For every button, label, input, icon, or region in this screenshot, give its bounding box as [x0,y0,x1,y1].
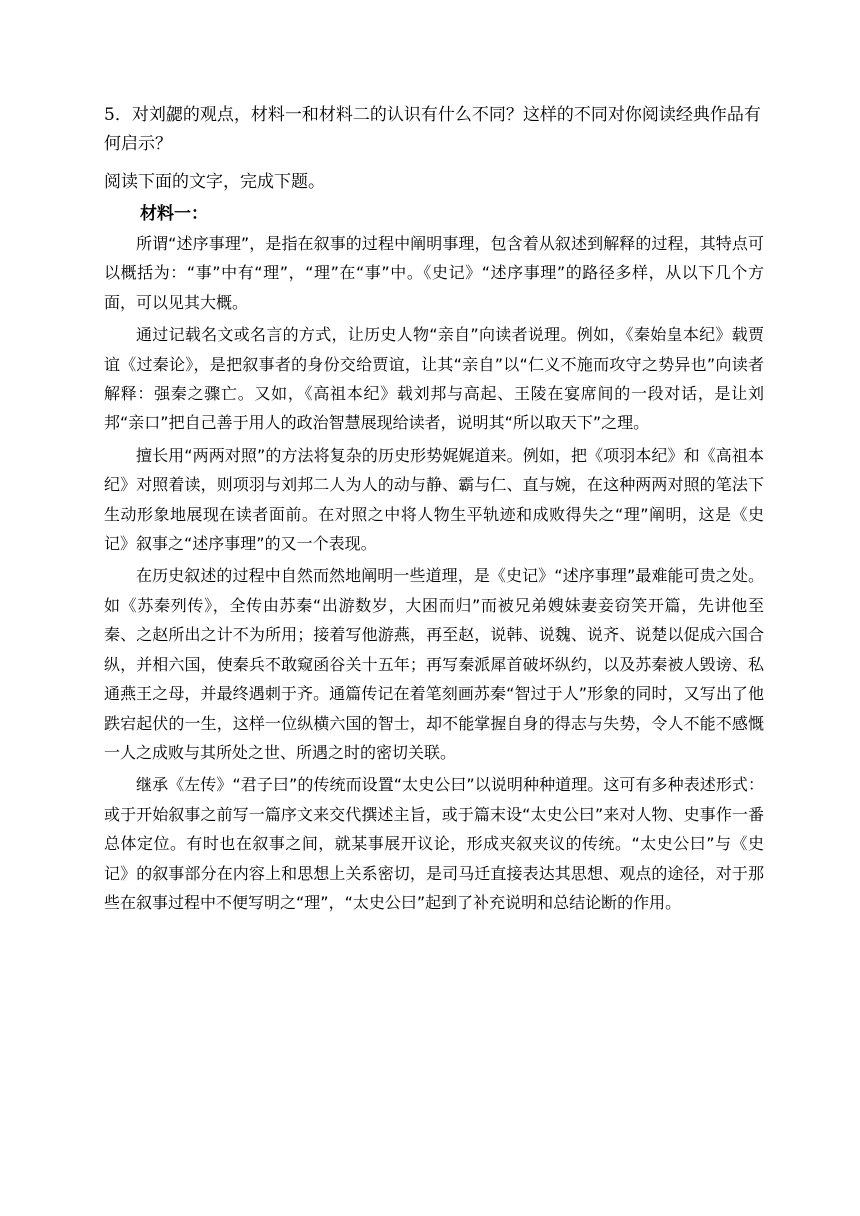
material-one [104,200,764,920]
material-one-paragraph-4: 在历史叙述的过程中自然而然地阐明一些道理，是《史记》“述序事理”最难能可贵之处。如《苏秦列传》，全传由苏秦“出游数岁，大困而归”而被兄弟嫂妹妻妾窃笑开篇，先讲他至秦、之赵所出之计不为所用；接着写他游燕，再至赵，说韩、说魏、说齐、说楚以促成六国合纵，并相六国，使秦兵不敢窥函谷关十五年；再写秦派犀首破坏纵约，以及苏秦被人毁谤、私通燕王之母，并最终遇刺于齐。通篇传记在着笔刻画苏秦“智过于人”形象的同时，又写出了他跌宕起伏的一生，这样一位纵横六国的智士，却不能掌握自身的得志与失势，令人不能不感慨一人之成败与其所处之世、所遇之时的密切关联。 [104,566,764,762]
material-one-paragraph-3: 擅长用“两两对照”的方法将复杂的历史形势娓娓道来。例如，把《项羽本纪》和《高祖本纪》对照着读，则项羽与刘邦二人为人的动与静、霸与仁、直与婉，在这种两两对照的笔法下生动形象地展现在读者面前。在对照之中将人物生平轨迹和成败得失之“理”阐明，这是《史记》叙事之“述序事理”的又一个表现。 [104,445,764,554]
material-one-paragraph-2: 通过记载名文或名言的方式，让历史人物“亲自”向读者说理。例如，《秦始皇本纪》载贾谊《过秦论》，是把叙事者的身份交给贾谊，让其“亲自”以“仁义不施而攻守之势异也”向读者解释：强秦之骤亡。又如，《高祖本纪》载刘邦与高起、王陵在宴席间的一段对话，是让刘邦“亲口”把自己善于用人的政治智慧展现给读者，说明其“所以取天下”之理。 [104,325,764,433]
material-one-paragraph-1: 所谓“述序事理”，是指在叙事的过程中阐明事理，包含着从叙述到解释的过程，其特点可以概括为：“事”中有“理”，“理”在“事”中。《史记》“述序事理”的路径多样，从以下几个方面，可以见其大概。 [104,234,764,312]
material-one-title: 材料一： [140,204,208,224]
reading-instruction: 阅读下面的文字，完成下题。 [104,172,325,192]
material-one-paragraph-5: 继承《左传》“君子曰”的传统而设置“太史公曰”以说明种种道理。这可有多种表述形式：或于开始叙事之前写一篇序文来交代撰述主旨，或于篇末设“太史公曰”来对人物、史事作一番总体定位。有时也在叙事之间，就某事展开议论，形成夹叙夹议的传统。“太史公曰”与《史记》的叙事部分在内容上和思想上关系密切，是司马迁直接表达其思想、观点的途径，对于那些在叙事过程中不便写明之“理”，“太史公曰”起到了补充说明和总结论断的作用。 [104,775,764,912]
question-5: 5．对刘勰的观点，材料一和材料二的认识有什么不同？这样的不同对你阅读经典作品有何启示？ [104,105,761,154]
